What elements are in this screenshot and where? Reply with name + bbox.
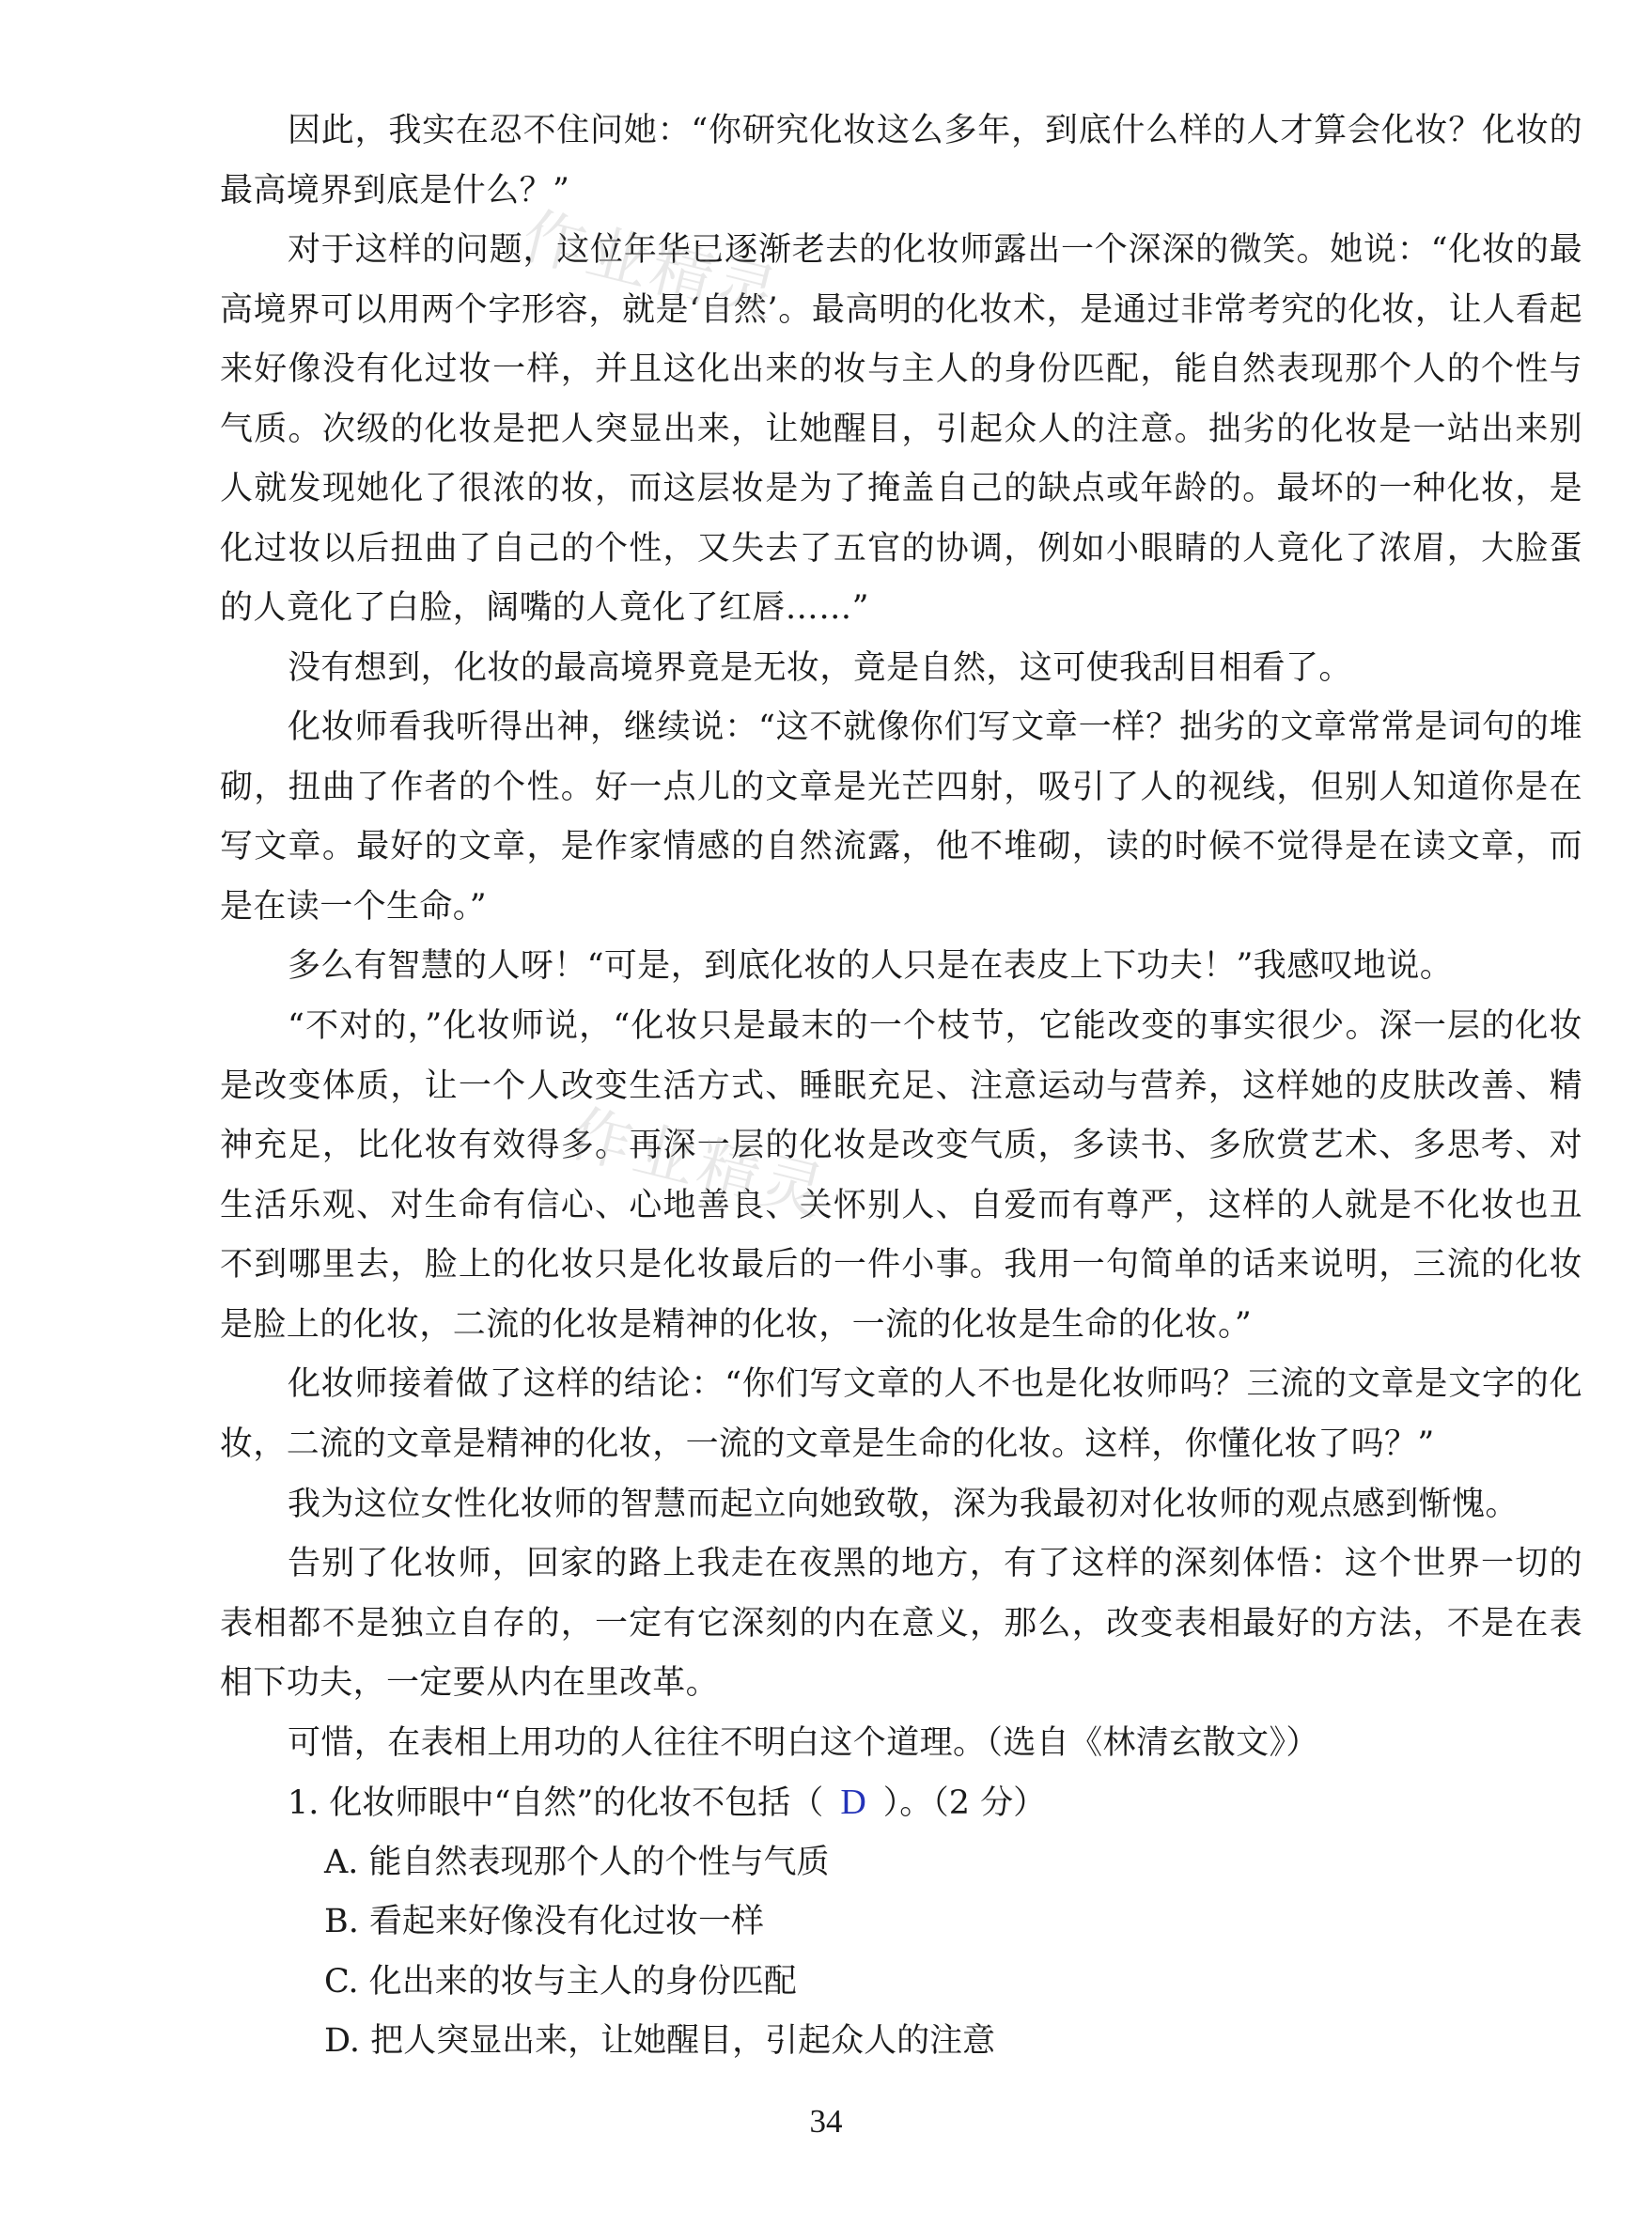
question-suffix: ）。（2 分） [882, 1784, 1047, 1822]
option-b: B. 看起来好像没有化过妆一样 [324, 1903, 764, 1940]
paragraph-2: 对于这样的问题，这位年华已逐渐老去的化妆师露出一个深深的微笑。她说：“化妆的最高境界可以用两个字形容，就是‘自然’。最高明的化妆术，是通过非常考究的化妆，让人看起来好像没有化过妆一样，并且这化出来的妆与主人的身份匹配，能自然表现那个人的个性与气质。次级的化妆是把人突显出来，让她醒目，引起众人的注意。拙劣的化妆是一站出来别人就发现她化了很浓的妆，而这层妆是为了掩盖自己的缺点或年龄的。最坏的一种化妆，是化过妆以后扭曲了自己的个性，又失去了五官的协调，例如小眼睛的人竟化了浓眉，大脸蛋的人竟化了白脸，阔嘴的人竟化了红唇……” [220, 231, 1582, 627]
watermark-stamp: 作业精灵 [562, 1097, 835, 1231]
paragraph-10: 可惜，在表相上用功的人往往不明白这个道理。（选自《林清玄散文》） [288, 1724, 1319, 1762]
option-a: A. 能自然表现那个人的个性与气质 [324, 1844, 830, 1881]
watermark-stamp: 作业精灵 [515, 199, 788, 334]
question-answer: D [840, 1783, 866, 1822]
paragraph-6: “不对的，”化妆师说，“化妆只是最末的一个枝节，它能改变的事实很少。深一层的化妆是改变体质，让一个人改变生活方式、睡眠充足、注意运动与营养，这样她的皮肤改善、精神充足，比化妆有效得多。再深一层的化妆是改变气质，多读书、多欣赏艺术、多思考、对生活乐观、对生命有信心、心地善良、关怀别人、自爱而有尊严，这样的人就是不化妆也丑不到哪里去，脸上的化妆只是化妆最后的一件小事。我用一句简单的话来说明，三流的化妆是脸上的化妆，二流的化妆是精神的化妆，一流的化妆是生命的化妆。” [220, 1007, 1582, 1344]
page-number: 34 [809, 2103, 843, 2140]
paragraph-7: 化妆师接着做了这样的结论：“你们写文章的人不也是化妆师吗？三流的文章是文字的化妆，二流的文章是精神的化妆，一流的文章是生命的化妆。这样，你懂化妆了吗？” [220, 1365, 1582, 1463]
option-c: C. 化出来的妆与主人的身份匹配 [324, 1963, 797, 2001]
question-1 [288, 1773, 1046, 1834]
option-d: D. 把人突显出来，让她醒目，引起众人的注意 [324, 2022, 996, 2060]
paragraph-1: 因此，我实在忍不住问她：“你研究化妆这么多年，到底什么样的人才算会化妆？化妆的最高境界到底是什么？” [220, 112, 1582, 210]
question-prefix: 1. 化妆师眼中“自然”的化妆不包括（ [288, 1784, 824, 1822]
paragraph-3: 没有想到，化妆的最高境界竟是无妆，竟是自然，这可使我刮目相看了。 [288, 649, 1352, 687]
paragraph-4: 化妆师看我听得出神，继续说：“这不就像你们写文章一样？拙劣的文章常常是词句的堆砌，扭曲了作者的个性。好一点儿的文章是光芒四射，吸引了人的视线，但别人知道你是在写文章。最好的文章，是作家情感的自然流露，他不堆砌，读的时候不觉得是在读文章，而是在读一个生命。” [220, 709, 1582, 926]
paragraph-9: 告别了化妆师，回家的路上我走在夜黑的地方，有了这样的深刻体悟：这个世界一切的表相都不是独立自存的，一定有它深刻的内在意义，那么，改变表相最好的方法，不是在表相下功夫，一定要从内在里改革。 [220, 1545, 1582, 1702]
paragraph-8: 我为这位女性化妆师的智慧而起立向她致敬，深为我最初对化妆师的观点感到惭愧。 [288, 1486, 1519, 1523]
paragraph-5: 多么有智慧的人呀！“可是，到底化妆的人只是在表皮上下功夫！”我感叹地说。 [288, 947, 1454, 985]
